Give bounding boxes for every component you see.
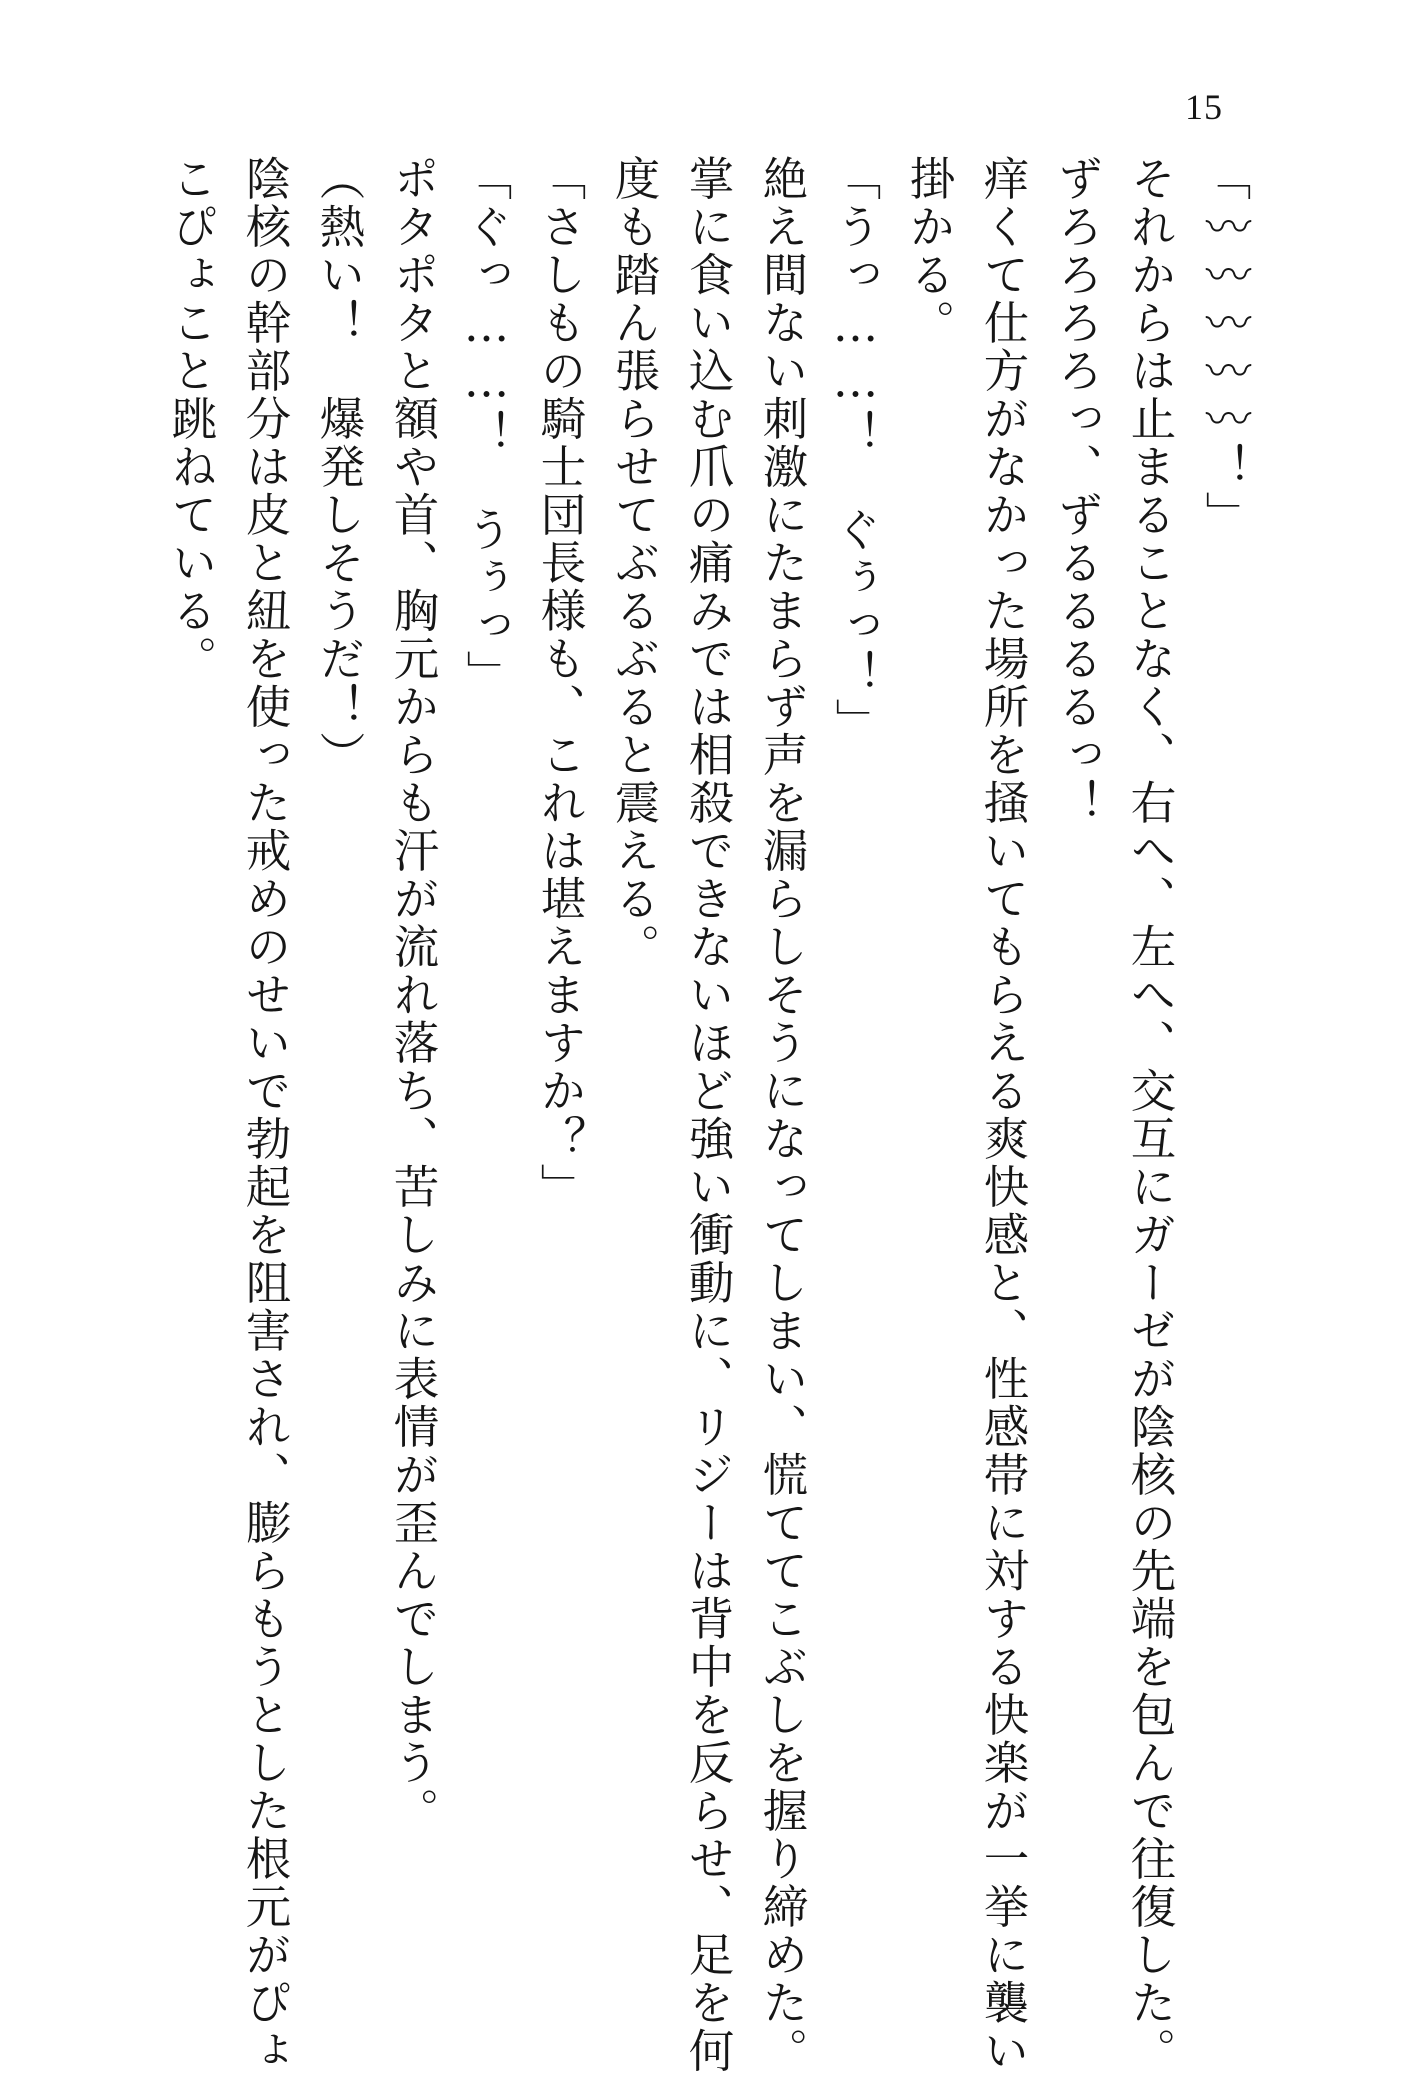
text-line: ポタポタと額や首、胸元からも汗が流れ落ち、苦しみに表情が歪んでしまう。 — [387, 155, 440, 1835]
text-line: それからは止まることなく、右へ、左へ、交互にガーゼが陰核の先端を包んで往復した。 — [1124, 155, 1177, 2075]
text-line: 「〰〰〰〰〰！」 — [1199, 155, 1252, 539]
page-number: 15 — [1185, 87, 1223, 127]
text-line: ずろろろろっ、ずるるるるっ！ — [1051, 155, 1104, 827]
text-line: 「うっ……！ ぐぅっ！」 — [829, 155, 882, 746]
body-text — [165, 155, 1252, 2075]
text-line: こぴょこと跳ねている。 — [165, 155, 218, 683]
text-line: 絶え間ない刺激にたまらず声を漏らしそうになってしまい、慌ててこぶしを握り締めた。 — [756, 155, 809, 2075]
text-line: （熱い！ 爆発しそうだ！） — [313, 155, 366, 779]
text-line: 掌に食い込む爪の痛みでは相殺できないほど強い衝動に、リジーは背中を反らせ、足を何 — [682, 155, 735, 2075]
text-line: 痒くて仕方がなかった場所を掻いてもらえる爽快感と、性感帯に対する快楽が一挙に襲い — [977, 155, 1030, 2075]
text-line: 度も踏ん張らせてぶるぶると震える。 — [608, 155, 661, 971]
text-line: 掛かる。 — [903, 155, 956, 347]
text-line: 「ぐっ……！ うぅっ」 — [460, 155, 513, 698]
text-line: 「さしもの騎士団長様も、これは堪えますか？」 — [534, 155, 587, 1211]
text-line: 陰核の幹部分は皮と紐を使った戒めのせいで勃起を阻害され、膨らもうとした根元がぴょ — [239, 155, 292, 2075]
